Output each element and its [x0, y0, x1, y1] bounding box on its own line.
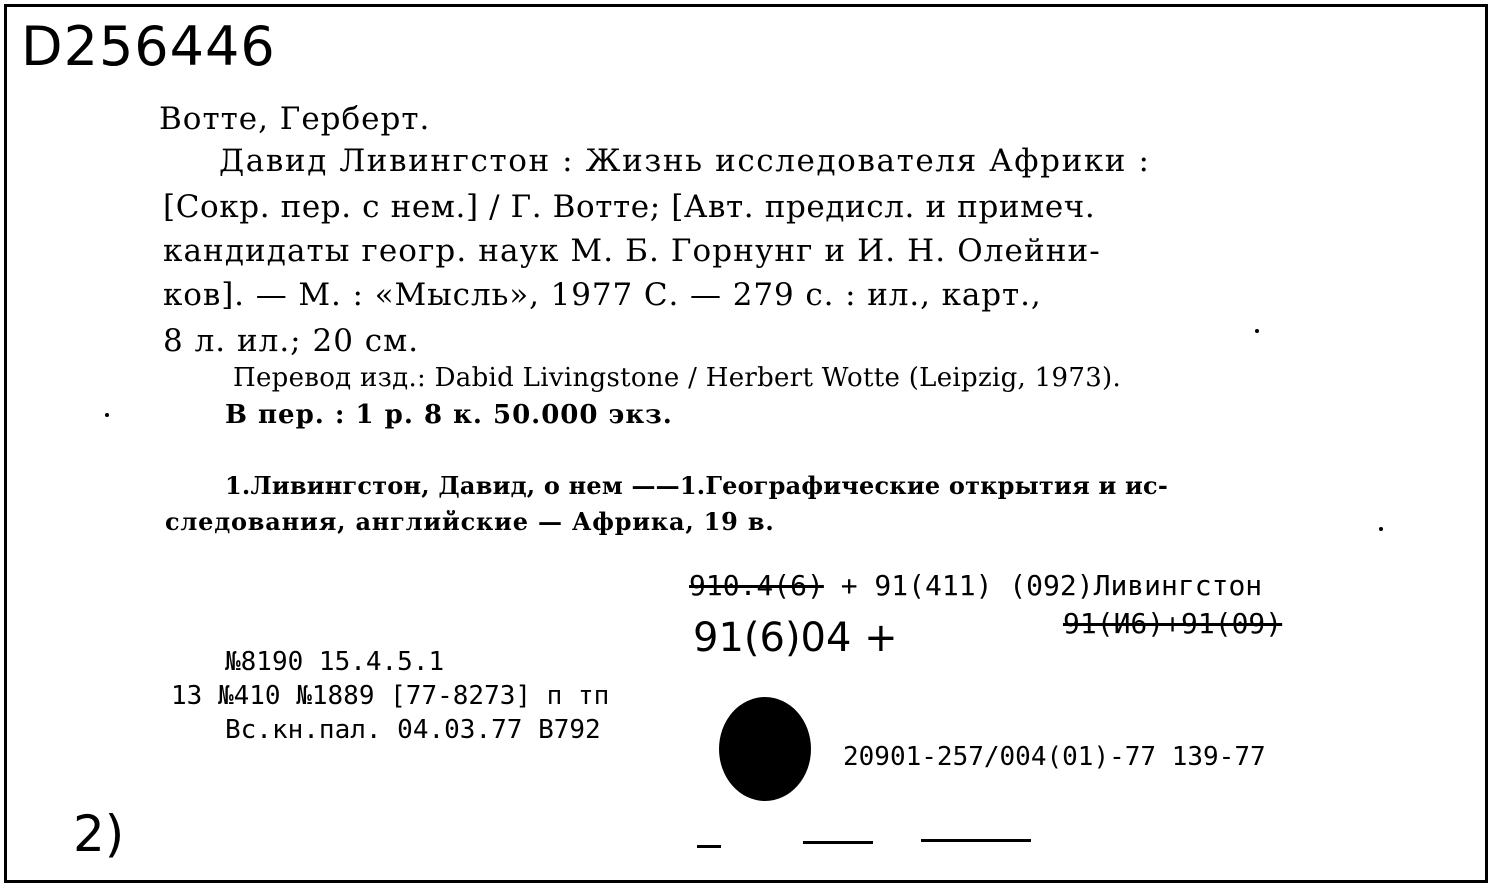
scan-mark [697, 845, 721, 848]
struck-code: 910.4(6) [689, 569, 824, 602]
translation-note: Перевод изд.: Dabid Livingstone / Herbert Wotte (Leipzig, 1973). [233, 363, 1122, 393]
title-line-1: Давид Ливингстон : Жизнь исследователя Африки : [219, 143, 1151, 179]
classification-rest: + 91(411) (092)Ливингстон [840, 569, 1263, 602]
title-line-3: кандидаты геогр. наук М. Б. Горнунг и И. Н. Олейни- [163, 233, 1101, 269]
title-line-5: 8 л. ил.; 20 см. [163, 323, 420, 359]
handwritten-classification: 91(6)04 + [693, 615, 898, 661]
catalog-card [4, 4, 1488, 883]
author-heading: Вотте, Герберт. [159, 101, 431, 137]
classification-line-1 [689, 569, 1262, 602]
scan-mark [921, 839, 1031, 842]
record-number-line: №8190 15.4.5.1 [225, 647, 445, 677]
order-line: 13 №410 №1889 [77-8273] п тп [171, 681, 610, 711]
speck-dot [1379, 527, 1383, 531]
classification-line-2: 91(И6)+91(09) [1063, 607, 1283, 640]
speck-dot [105, 413, 109, 417]
subject-line-1: 1.Ливингстон, Давид, о нем ——1.Географические открытия и ис- [225, 471, 1169, 500]
scan-mark [803, 841, 873, 844]
bottom-right-code: 20901-257/004(01)-77 139-77 [843, 742, 1266, 772]
handwritten-call-number: D256446 [21, 15, 276, 78]
title-line-4: ков]. — М. : «Мысль», 1977 С. — 279 с. : ил., карт., [163, 277, 1042, 313]
handwritten-mark: 2) [73, 805, 125, 863]
subject-line-2: следования, английские — Африка, 19 в. [165, 507, 775, 536]
chamber-line: Вс.кн.пал. 04.03.77 В792 [225, 715, 601, 745]
punched-hole [719, 697, 811, 801]
title-line-2: [Сокр. пер. с нем.] / Г. Вотте; [Авт. предисл. и примеч. [163, 189, 1096, 225]
price-note: В пер. : 1 р. 8 к. 50.000 экз. [225, 400, 673, 430]
speck-dot [1255, 329, 1259, 333]
